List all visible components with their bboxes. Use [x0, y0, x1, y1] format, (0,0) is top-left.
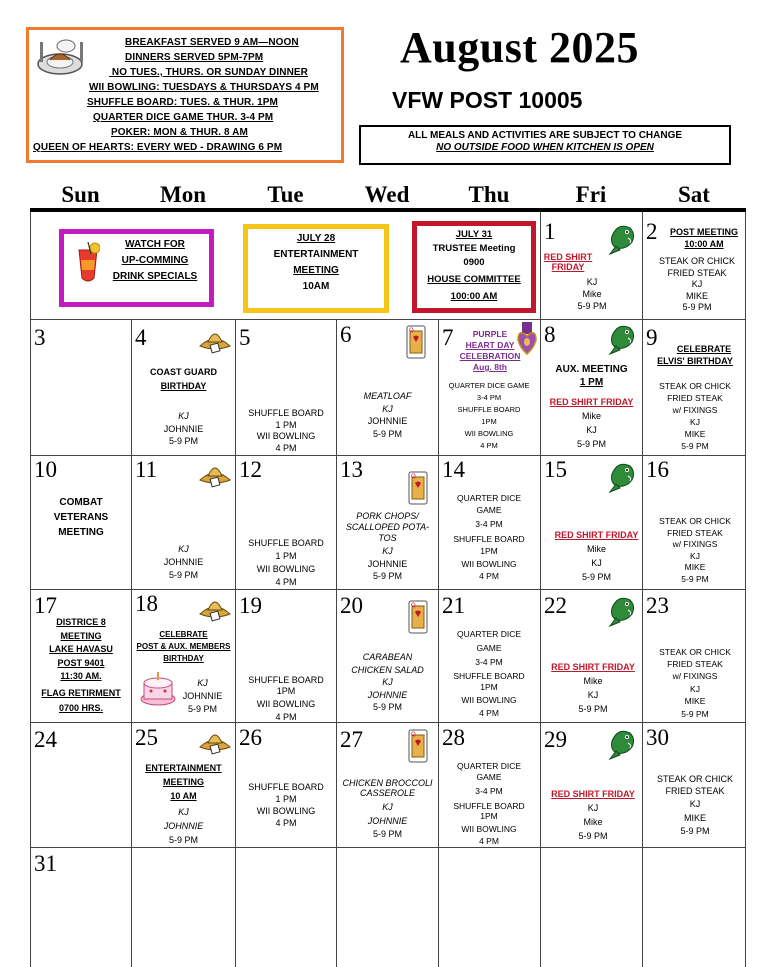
- day-20-dinner: [337, 651, 438, 714]
- queen-of-hearts-card-icon: [408, 471, 428, 505]
- text-line: STEAK OR CHICK: [658, 256, 735, 266]
- text-line: Mike: [586, 544, 606, 554]
- text-line: 5-9 PM: [681, 573, 709, 584]
- text-line: MIKE: [684, 562, 706, 572]
- district-8-meeting: [31, 616, 131, 716]
- text-line: CASSEROLE: [359, 788, 416, 798]
- day-15-staff: [541, 528, 652, 584]
- text-line: 5-9 PM: [372, 702, 402, 712]
- text-line: 100:00 AM: [450, 291, 498, 302]
- text-line: 1PM: [480, 546, 498, 556]
- day-26-activities: [236, 781, 336, 829]
- info-line: NO TUES., THURS. OR SUNDAY DINNER: [109, 67, 308, 78]
- header-divider: [30, 208, 746, 212]
- fish-icon: [608, 725, 638, 761]
- day-29-staff: [541, 787, 645, 843]
- text-line: 11:30 AM.: [60, 671, 102, 681]
- text-line: 10AM: [302, 281, 330, 292]
- text-line: TRUSTEE Meeting: [432, 243, 516, 254]
- text-line: SHUFFLE BOARD: [248, 782, 324, 792]
- text-line: PORK CHOPS/: [356, 511, 419, 521]
- day-number: 10: [34, 457, 57, 482]
- text-line: Mike: [581, 411, 601, 421]
- text-line: 3-4 PM: [476, 393, 502, 402]
- text-line: QUARTER DICE: [456, 761, 522, 771]
- members-birthday: [132, 629, 235, 665]
- text-line: ENTERTAINMENT: [145, 763, 222, 773]
- text-line: POST & AUX. MEMBERS: [136, 642, 231, 651]
- svg-text:Q: Q: [411, 731, 416, 738]
- text-line: VETERANS: [53, 512, 109, 523]
- day-number: 31: [34, 851, 57, 876]
- page-title: August 2025: [400, 23, 639, 72]
- text-line: SHUFFLE BOARD: [248, 408, 324, 418]
- text-line: FRIED STEAK: [667, 527, 723, 538]
- text-line: 5-9 PM: [578, 704, 608, 714]
- text-line: KJ: [197, 678, 208, 688]
- text-line: RED SHIRT FRIDAY: [551, 662, 635, 672]
- text-line: JOHNNIE: [367, 689, 408, 700]
- text-line: JOHNNIE: [163, 821, 204, 831]
- day-30-dinner: [643, 774, 747, 838]
- text-line: LAKE HAVASU: [49, 644, 113, 654]
- text-line: FRIDAY: [551, 262, 585, 272]
- fish-icon: [608, 592, 638, 628]
- text-line: JULY 31: [455, 229, 493, 240]
- day-1-staff: [543, 276, 641, 312]
- text-line: 1 PM: [275, 419, 297, 430]
- text-line: 4 PM: [275, 577, 297, 587]
- text-line: Mike: [583, 676, 603, 686]
- text-line: 3-4 PM: [475, 657, 503, 667]
- july28-text: [252, 231, 380, 295]
- text-line: JOHNNIE: [163, 423, 204, 434]
- day-19-activities: [236, 675, 336, 723]
- text-line: SCALLOPED POTA-: [345, 522, 430, 532]
- text-line: HEART DAY: [465, 340, 515, 350]
- grid-line: [30, 455, 746, 456]
- day-number: 19: [239, 593, 262, 618]
- text-line: SHUFFLE BOARD: [453, 671, 525, 681]
- text-line: KJ: [382, 802, 393, 812]
- day-number: 27: [340, 727, 363, 752]
- combat-veterans-meeting: [31, 495, 131, 540]
- text-line: GAME: [476, 771, 502, 782]
- text-line: CHICKEN SALAD: [351, 664, 424, 675]
- text-line: JULY 28: [296, 233, 336, 244]
- text-line: 5-9 PM: [680, 826, 710, 836]
- text-line: KJ: [690, 683, 700, 694]
- day-number: 30: [646, 725, 669, 750]
- cocktail-icon: [76, 240, 100, 288]
- text-line: 1PM: [480, 682, 498, 692]
- text-line: WII BOWLING: [256, 564, 316, 574]
- day-7-activities: [439, 380, 539, 452]
- text-line: 1PM: [480, 811, 498, 821]
- day-21-activities: [439, 629, 539, 719]
- text-line: FRIED STEAK: [667, 658, 723, 669]
- queen-of-hearts-card-icon: [406, 325, 426, 359]
- text-line: WII BOWLING: [461, 695, 517, 705]
- text-line: CELEBRATE: [676, 344, 732, 354]
- text-line: 1PM: [276, 686, 296, 696]
- text-line: STEAK OR CHICK: [656, 774, 733, 784]
- day-number: 3: [34, 325, 46, 350]
- text-line: w/ FIXINGS: [672, 405, 718, 415]
- red-shirt-friday-label: [543, 252, 593, 272]
- notice-line: NO OUTSIDE FOOD WHEN KITCHEN IS OPEN: [436, 142, 654, 153]
- text-line: KJ: [587, 803, 599, 813]
- text-line: ELVIS' BIRTHDAY: [657, 356, 733, 366]
- poker-hat-icon: [198, 725, 232, 755]
- text-line: FLAG RETIRMENT: [41, 687, 121, 698]
- day-number: 25: [135, 725, 158, 750]
- text-line: SHUFFLE BOARD: [248, 675, 324, 685]
- day-number: 28: [442, 725, 465, 750]
- day-header-thu: Thu: [468, 182, 510, 207]
- text-line: FRIED STEAK: [667, 393, 723, 403]
- day-2-dinner: [645, 256, 749, 314]
- text-line: MIKE: [685, 290, 708, 301]
- text-line: Mike: [582, 289, 602, 299]
- day-number: 22: [544, 593, 567, 618]
- text-line: SHUFFLE BOARD: [453, 800, 525, 811]
- text-line: 5-9 PM: [168, 835, 198, 845]
- text-line: 5-9 PM: [681, 708, 709, 719]
- day-12-activities: [236, 537, 336, 589]
- day-27-staff: [337, 801, 438, 842]
- text-line: MEETING: [60, 630, 102, 641]
- text-line: JOHNNIE: [367, 558, 408, 569]
- text-line: CELEBRATION: [459, 351, 521, 361]
- poker-hat-icon: [198, 592, 232, 622]
- text-line: QUARTER DICE GAME: [448, 381, 530, 390]
- text-line: 1 PM: [275, 551, 297, 561]
- text-line: KJ: [382, 546, 393, 556]
- text-line: GAME: [476, 504, 502, 515]
- text-line: 5-9 PM: [372, 428, 402, 439]
- text-line: JOHNNIE: [163, 557, 204, 567]
- day-11-staff: [132, 543, 235, 582]
- text-line: 5-9 PM: [681, 441, 709, 451]
- text-line: KJ: [689, 799, 701, 809]
- text-line: QUARTER DICE: [456, 629, 522, 639]
- fish-icon: [608, 220, 638, 256]
- notice-box: [359, 125, 731, 165]
- grid-line: [30, 319, 746, 320]
- info-line: SHUFFLE BOARD: TUES. & THUR. 1PM: [87, 97, 278, 108]
- text-line: MIKE: [684, 696, 706, 706]
- notice-line: ALL MEALS AND ACTIVITIES ARE SUBJECT TO CHANGE: [407, 130, 683, 141]
- text-line: MEETING: [293, 265, 339, 276]
- fish-icon: [608, 458, 638, 494]
- day-number: 29: [544, 727, 567, 752]
- text-line: 5-9 PM: [578, 831, 608, 841]
- day-number: 9: [646, 325, 658, 350]
- text-line: QUARTER DICE: [456, 493, 522, 503]
- text-line: WII BOWLING: [464, 429, 514, 438]
- day-number: 23: [646, 593, 669, 618]
- svg-text:Q: Q: [409, 327, 414, 334]
- text-line: JOHNNIE: [367, 416, 408, 426]
- queen-of-hearts-card-icon: [408, 729, 428, 763]
- day-number: 14: [442, 457, 465, 482]
- fish-icon: [608, 320, 638, 356]
- text-line: RED SHIRT FRIDAY: [549, 397, 634, 407]
- elvis-birthday-2: [643, 355, 747, 367]
- text-line: KJ: [382, 403, 393, 414]
- day-18-staff: [170, 677, 235, 716]
- text-line: MIKE: [683, 812, 706, 823]
- post-name: VFW POST 10005: [392, 87, 583, 113]
- text-line: WII BOWLING: [256, 806, 316, 816]
- text-line: ENTERTAINMENT: [273, 249, 359, 260]
- text-line: Aug. 8th: [473, 362, 507, 372]
- day-number: 6: [340, 322, 352, 347]
- text-line: KJ: [586, 425, 597, 435]
- day-number: 1: [544, 219, 556, 244]
- july31-text: [420, 228, 528, 304]
- text-line: 5-9 PM: [187, 704, 217, 714]
- text-line: 0900: [463, 257, 485, 268]
- text-line: CELEBRATE: [159, 630, 208, 639]
- grid-line: [30, 589, 746, 590]
- text-line: COMBAT: [59, 497, 103, 508]
- day-2-events: [662, 226, 746, 250]
- text-line: STEAK OR CHICK: [659, 516, 731, 526]
- text-line: TOS: [378, 533, 397, 543]
- text-line: KJ: [178, 807, 189, 817]
- text-line: w/ FIXINGS: [672, 671, 718, 681]
- text-line: AUX. MEETING: [555, 364, 628, 375]
- queen-of-hearts-card-icon: [408, 600, 428, 634]
- text-line: 5-9 PM: [682, 302, 712, 312]
- day-number: 12: [239, 457, 262, 482]
- info-line: QUEEN OF HEARTS: EVERY WED - DRAWING 6 PM: [33, 142, 283, 153]
- grid-line: [30, 847, 746, 848]
- day-9-dinner: [643, 380, 747, 452]
- text-line: HOUSE COMMITTEE: [427, 274, 521, 285]
- entertainment-meeting-aug25: [132, 761, 235, 803]
- info-line: QUARTER DICE GAME THUR. 3-4 PM: [93, 112, 274, 123]
- info-line: WII BOWLING: TUESDAYS & THURSDAYS 4 PM: [89, 82, 319, 93]
- day-header-sun: Sun: [61, 182, 100, 207]
- text-line: 3-4 PM: [475, 519, 503, 529]
- coast-guard-birthday: [132, 365, 235, 393]
- text-line: 5-9 PM: [168, 436, 198, 446]
- day-number: 2: [646, 219, 658, 244]
- day-number: 26: [239, 725, 262, 750]
- text-line: MIKE: [684, 429, 706, 439]
- text-line: RED SHIRT FRIDAY: [554, 530, 639, 540]
- poker-hat-icon: [198, 324, 232, 354]
- day-13-staff: [337, 545, 438, 583]
- text-line: KJ: [586, 277, 598, 287]
- text-line: WII BOWLING: [256, 431, 316, 441]
- text-line: MEETING: [58, 527, 104, 538]
- poker-hat-icon: [198, 458, 232, 488]
- info-line: BREAKFAST SERVED 9 AM—NOON: [125, 37, 299, 48]
- text-line: 5-9 PM: [372, 571, 402, 581]
- text-line: WII BOWLING: [256, 699, 316, 709]
- info-line: DINNERS SERVED 5PM-7PM: [125, 52, 264, 63]
- text-line: 10:00 AM: [684, 239, 724, 249]
- text-line: 4 PM: [479, 571, 499, 581]
- day-number: 21: [442, 593, 465, 618]
- day-27-dinner: [337, 778, 438, 798]
- text-line: JOHNNIE: [367, 815, 408, 826]
- text-line: SHUFFLE BOARD: [453, 533, 525, 544]
- text-line: w/ FIXINGS: [672, 539, 718, 549]
- text-line: FRIED STEAK: [665, 785, 725, 796]
- text-line: POST 9401: [57, 657, 105, 668]
- text-line: 3-4 PM: [475, 786, 503, 796]
- text-line: KJ: [690, 550, 700, 561]
- text-line: COAST GUARD: [150, 367, 217, 377]
- drink-specials-text: [104, 237, 206, 285]
- day-16-dinner: [643, 516, 747, 585]
- text-line: MEETING: [162, 777, 204, 787]
- text-line: KJ: [591, 558, 602, 568]
- day-number: 16: [646, 457, 669, 482]
- text-line: 10 AM: [170, 791, 197, 801]
- text-line: STEAK OR CHICK: [659, 381, 731, 391]
- day-number: 5: [239, 325, 251, 350]
- day-14-activities: [439, 493, 539, 583]
- text-line: BIRTHDAY: [160, 381, 207, 391]
- text-line: CHICKEN BROCCOLI: [342, 778, 433, 788]
- text-line: 5-9 PM: [372, 829, 402, 839]
- text-line: FRIED STEAK: [667, 267, 727, 278]
- day-number: 4: [135, 325, 147, 350]
- text-line: KJ: [691, 279, 703, 289]
- text-line: MEATLOAF: [363, 391, 412, 401]
- day-header-tue: Tue: [267, 182, 304, 207]
- day-header-wed: Wed: [364, 182, 410, 207]
- dinner-plate-icon: [36, 38, 86, 76]
- text-line: KJ: [178, 411, 189, 421]
- day-number: 13: [340, 457, 363, 482]
- text-line: 4 PM: [275, 818, 297, 828]
- day-number: 15: [544, 457, 567, 482]
- text-line: SHUFFLE BOARD: [457, 405, 521, 414]
- text-line: KJ: [587, 690, 599, 700]
- text-line: 0700 HRS.: [58, 703, 104, 713]
- day-number: 8: [544, 322, 556, 347]
- day-13-dinner: [337, 511, 438, 544]
- day-number: 11: [135, 457, 158, 482]
- text-line: KJ: [690, 417, 700, 427]
- text-line: RED SHIRT: [543, 252, 593, 262]
- day-number: 20: [340, 593, 363, 618]
- text-line: PURPLE: [472, 329, 508, 339]
- svg-text:Q: Q: [411, 473, 416, 480]
- purple-heart-medal-icon: [516, 322, 538, 356]
- text-line: WATCH FOR: [125, 239, 185, 250]
- text-line: JOHNNIE: [182, 691, 223, 701]
- text-line: UP-COMMING: [121, 255, 189, 266]
- text-line: 4 PM: [275, 442, 297, 453]
- purple-heart-day-label: [458, 329, 522, 373]
- text-line: 4 PM: [275, 712, 297, 722]
- day-4-staff: [132, 410, 235, 448]
- text-line: Mike: [583, 817, 603, 827]
- text-line: CARABEAN: [362, 652, 413, 662]
- day-header-fri: Fri: [575, 182, 607, 207]
- day-header-mon: Mon: [160, 182, 206, 207]
- day-number: 18: [135, 591, 158, 616]
- grid-line: [30, 722, 746, 723]
- day-23-dinner: [643, 647, 747, 720]
- day-8-staff: [541, 395, 642, 451]
- text-line: SHUFFLE BOARD: [248, 538, 324, 548]
- day-number: 24: [34, 727, 57, 752]
- day-number: 17: [34, 593, 57, 618]
- text-line: 4 PM: [479, 708, 499, 718]
- text-line: RED SHIRT FRIDAY: [551, 789, 635, 799]
- text-line: KJ: [178, 544, 189, 554]
- elvis-birthday: [662, 343, 746, 355]
- day-6-dinner: [337, 390, 438, 440]
- text-line: POST MEETING: [669, 227, 738, 237]
- text-line: DISTRICE 8: [56, 617, 106, 627]
- text-line: GAME: [476, 643, 502, 653]
- text-line: 1PM: [481, 417, 497, 426]
- text-line: 5-9 PM: [577, 301, 607, 311]
- text-line: DRINK SPECIALS: [112, 271, 198, 282]
- day-number: 7: [442, 325, 454, 350]
- day-header-sat: Sat: [678, 182, 710, 207]
- day-22-staff: [541, 660, 645, 716]
- text-line: WII BOWLING: [461, 558, 517, 569]
- text-line: 4 PM: [480, 441, 498, 450]
- text-line: BIRTHDAY: [163, 654, 204, 663]
- text-line: KJ: [382, 677, 393, 687]
- text-line: 4 PM: [479, 836, 499, 846]
- text-line: WII BOWLING: [461, 823, 517, 834]
- text-line: 5-9 PM: [581, 572, 611, 582]
- day-5-activities: [236, 408, 336, 454]
- day-25-staff: [132, 805, 235, 847]
- text-line: STEAK OR CHICK: [659, 647, 731, 657]
- text-line: 1 PM: [579, 377, 604, 388]
- info-line: POKER: MON & THUR. 8 AM: [111, 127, 248, 138]
- text-line: 1 PM: [275, 794, 297, 804]
- svg-text:Q: Q: [411, 602, 416, 609]
- day-28-activities: [439, 761, 539, 847]
- text-line: 5-9 PM: [168, 570, 198, 580]
- text-line: 5-9 PM: [576, 439, 606, 449]
- aux-meeting: [541, 363, 642, 389]
